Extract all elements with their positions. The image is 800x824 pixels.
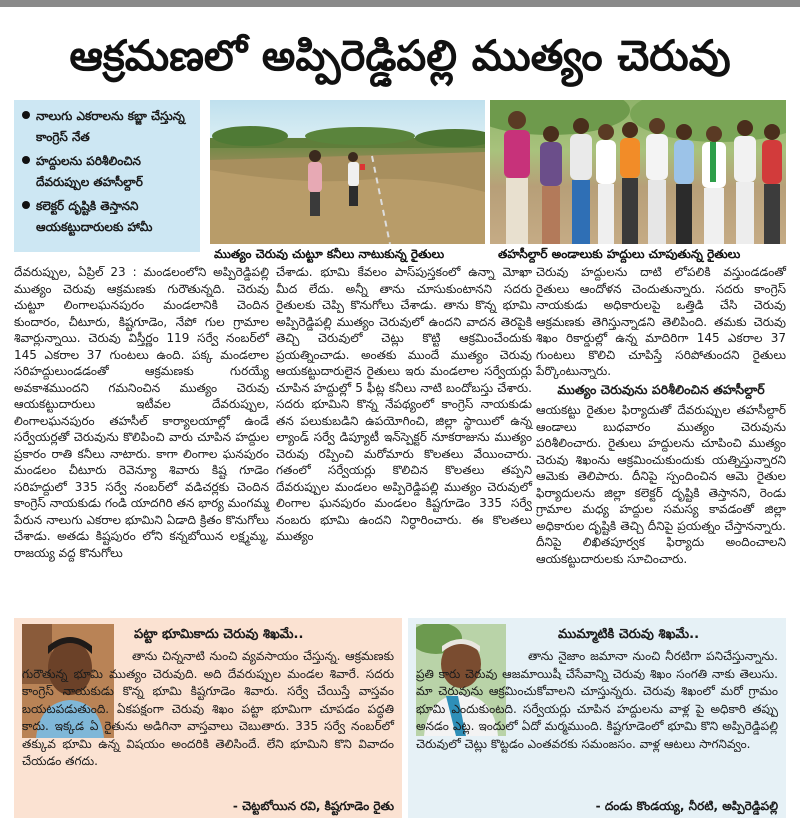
quote-box-left	[14, 618, 402, 818]
quote-left-signature: - చెట్టబోయిన రవి, కిష్టగూడెం రైతు	[232, 799, 394, 813]
article-subheading: ముత్యం చెరువును పరిశీలించిన తహసీల్దార్	[557, 381, 765, 397]
quote-right-signature: - దండు కొండయ్య, నీరటి, అప్పిరెడ్డిపల్లి	[595, 799, 778, 813]
photo1-caption: ముత్యం చెరువు చుట్టూ కనీలు నాటుకున్న రైతులు	[214, 247, 445, 261]
highlight-item	[22, 106, 194, 148]
field-photo	[210, 100, 485, 244]
quote-box-right	[408, 618, 786, 818]
article-column-2	[276, 264, 532, 545]
article-column-3	[536, 264, 786, 567]
headline: ఆక్రమణలో అప్పిరెడ్డిపల్లి ముత్యం చెరువు	[69, 31, 731, 80]
highlight-text: కలెక్టర్ దృష్టికి తెస్తానని ఆయకట్టుదారులకు హామీ	[36, 199, 153, 234]
article-paragraph: చెరువు హద్దులను దాటి లోపలికి వస్తుండడంతో రైతులు ఆందోళన చెందుతున్నారు. సదరు కాంగ్రెస్ నాయకుడు అధికారులపై ఒత్తిడి చేసి చెరువు ఆక్రమణకు తెగిస్తున్నాడని తెలిపింది. తమకు చెరువు శిఖం రికార్డుల్లో ఉన్న మాదిరిగా 145 ఎకరాల 37 గుంటలు కొలిచి చూపిస్తే సరిపోతుందని రైతులు పేర్కొంటున్నారు.	[536, 265, 786, 378]
highlight-text: నాలుగు ఎకరాలను కబ్జా చేస్తున్న కాంగ్రెస్ నేత	[36, 109, 185, 144]
highlight-item	[22, 196, 194, 238]
article-paragraph: చేశాడు. భూమి కేవలం పాస్‌పుస్తకంలో ఉన్నా మోఖా మీద లేదు. అన్నీ తాను చూసుకుంటానని సదరు రైతులకు చెప్పి కొనుగోలు చేశాడు. తాను కొన్న భూమి అప్పిరెడ్డిపల్లి ముత్యం చెరువులో ఉందని వాదన తెరపైకి తెచ్చి చెరువులో చెట్లు కొట్టి ఆక్రమించేందుకు ప్రయత్నించాడు. అంతకు ముందే ముత్యం చెరువు ఆయకట్టుదారులైన రైతులు ఇరు మండలాల సర్వేయర్లు చూపిన హద్దుల్లో 5 ఫీట్ల కనీలు నాటి బందోబస్తు చేశారు. సదరు భూమిని కొన్న నేపథ్యంలో కాంగ్రెస్ నాయకుడు తన పలుకుబడిని ఉపయోగించి, జిల్లా స్థాయిలో ఉన్న ల్యాండ్ సర్వే డిప్యూటీ ఇన్‌స్పెక్టర్ నూకరాజును ముత్యం చెరువు రప్పించి మరోమారు కొలతలు వేయించారు. గతంలో సర్వేయర్లు కొలిచిన కొలతలు తప్పని దేవరుప్పుల మండలం అప్పిరెడ్డిపల్లి ముత్యం చెరువులో లింగాల ఘనపురం మండలం కిష్టగూడెం 335 సర్వే నంబరు భూమి ఉందని నిర్ధారించారు. ఈ కొలతలు ముత్యం	[276, 265, 532, 543]
bullet-icon	[22, 201, 30, 209]
quote-right-text: తాను నైజాం జమానా నుంచి నీరటిగా పనిచేస్తున్నాను. ప్రతి కారు చెరువు ఆజమాయిషీ చేసేవాన్ని చెరువు శిఖం సంగతి నాకు తెలుసు. మా చెరువును ఆక్రమించుకోవాలని చూస్తున్నరు. చెరువు శిఖంలో మరో గ్రామం భూమి ఎందుకుంటది. సర్వేయర్లు చూపిన హద్దులను వాళ్ల పై అధికారి తప్పు అనడం ఎట్ల. ఇందులో ఏదో మర్మముంది. కిష్టగూడెంలో భూమి కొని అప్పిరెడ్డిపల్లి చెరువులో చెట్లు కొట్టడం ఎంతవరకు సమంజసం. వాళ్ల ఆటలు సాగనివ్వం.	[416, 649, 778, 751]
bullet-icon	[22, 111, 30, 119]
highlight-text: హద్దులను పరిశీలించిన దేవరుప్పుల తహసీల్దార్	[36, 154, 143, 189]
highlights-box	[14, 100, 200, 252]
quote-left-text: తాను చిన్ననాటి నుంచి వ్యవసాయం చేస్తున్న. ఆక్రమణకు గురౌతున్న భూమి ముత్యం చెరువుది. అది దేవరుప్పుల మండల శివారే. సదరు కాంగ్రెస్ నాయకుడు కొన్న భూమి కిష్టగూడెం శివారు. సర్వే చేయిస్తే వాస్తవం బయటపడుతుంది. ఏకపక్షంగా చెరువు శిఖం పట్టా భూమిగా చూపడం పద్ధతి కాదు. ఇక్కడ ఏ రైతును అడిగినా వాస్తవాలు చెబుతారు. 335 సర్వే నంబర్‌లో తక్కువ భూమి ఉన్న విషయం అందరికి తెలిసిందే. లేని భూమిని కొని వివాదం చేయడం తగదు.	[22, 649, 394, 768]
group-photo	[490, 100, 786, 244]
quote-left-heading: పట్టా భూమికాదు చెరువు శిఖమే..	[134, 627, 304, 642]
article-paragraph: దేవరుప్పుల, ఏప్రిల్ 23 : మండలంలోని అప్పిరెడ్డిపల్లి ముత్యం చెరువు ఆక్రమణకు గురౌతున్నది. చెరువు చుట్టూ లింగాలఘనపురం మండలానికి చెందిన కుందారం, చీటూరు, కిష్టగూడెం, నేపో గుల గ్రామాల శివార్లున్నాయి. చెరువు విస్తీర్ణం 119 సర్వే నంబర్‌లో 145 ఎకరాల 37 గుంటలు ఉంది. పక్క మండలాల సరిహద్దులుండడంతో ఆక్రమణకు గురయ్యే అవకాశముందని గమనించిన ముత్యం చెరువు ఆయకట్టుదారులు ఇటీవల దేవరుప్పుల, లింగాలఘనపురం తహసీల్ కార్యాలయాల్లో ఉండే సర్వేయర్లతో చెరువును కొలిపించి వారు చూపిన హద్దుల ప్రకారం రాతి కనీలు నాటారు. కాగా లింగాల ఘనపురం మండలం చీటూరు రెవెన్యూ శివారు కిష్ట గూడెం సరిహద్దులో 335 సర్వే నంబర్‌లో వడిచర్లకు చెందిన కాంగ్రెస్ నాయకుడు గండి యాదగిరి తన భార్య మంగమ్మ పేరున నాలుగు ఎకరాల భూమిని ఏడాది క్రితం కొనుగోలు చేశాడు. అతడు కిష్టపురం లోని కన్నబోయిన లక్ష్మమ్మ, రాజయ్య వద్ద కొనుగోలు	[14, 265, 269, 560]
highlight-item	[22, 151, 194, 193]
photo2-caption: తహసీల్దార్ అండాలుకు హద్దులు చూపుతున్న రైతులు	[498, 247, 741, 261]
quote-right-heading: ముమ్మాటికి చెరువు శిఖమే..	[558, 627, 700, 642]
field-scene	[210, 100, 485, 244]
bullet-icon	[22, 156, 30, 164]
group-scene	[490, 100, 786, 244]
article-column-1	[14, 264, 269, 561]
article-paragraph: ఆయకట్టు రైతుల ఫిర్యాదుతో దేవరుప్పుల తహసీల్దార్ ఆండాలు బుధవారం ముత్యం చెరువును పరిశీలించారు. రైతులు హద్దులను చూపించి ముత్యం చెరువు శిఖంను ఆక్రమించుకుందుకు యత్నిస్తున్నారని ఆమెకు తెలిపారు. దీనిపై స్పందించిన ఆమె రైతుల ఫిర్యాదులను జిల్లా కలెక్టర్ దృష్టికి తెస్తానని, రెండు గ్రామాల మధ్య హద్దుల సమస్య కావడంతో జిల్లా అధికారుల దృష్టికి తెచ్చి దీనిపై ప్రయత్నం చేస్తానన్నారు. దీనిపై లిఖితపూర్వక ఫిర్యాదు అందించాలని ఆయకట్టుదారులకు సూచించారు.	[536, 403, 786, 566]
top-border	[0, 0, 800, 7]
